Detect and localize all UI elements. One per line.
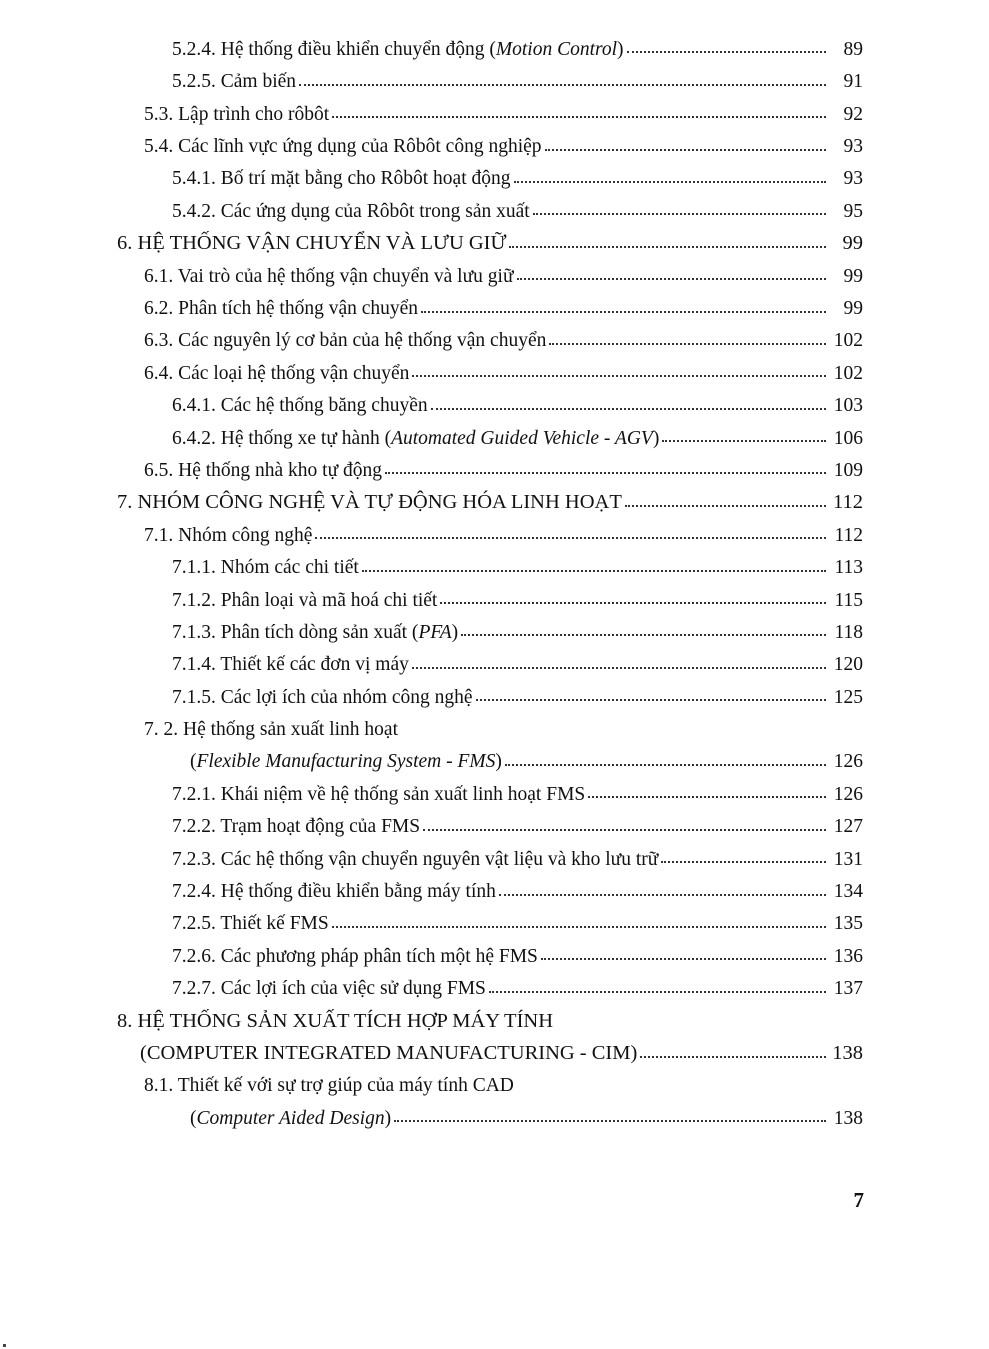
toc-entry-page: 95 bbox=[843, 200, 863, 222]
toc-entry-page: 125 bbox=[833, 686, 863, 708]
toc-entry bbox=[0, 354, 989, 386]
toc-entry-page: 99 bbox=[842, 232, 863, 255]
toc-entry bbox=[0, 1099, 989, 1131]
toc-entry-page: 102 bbox=[833, 362, 863, 384]
toc-entry bbox=[0, 969, 989, 1001]
toc-entry-page: 103 bbox=[833, 395, 863, 417]
toc-entry-title bbox=[144, 461, 382, 481]
toc-entry-title bbox=[172, 40, 624, 60]
toc-entry-title-segment: 5.4. Các lĩnh vực ứng dụng của Rôbôt công nghiệp bbox=[144, 136, 542, 158]
toc-entry-title-segment: ) bbox=[617, 38, 624, 60]
dot-leader bbox=[332, 926, 826, 928]
toc-entry-title bbox=[190, 752, 502, 772]
toc-entry bbox=[0, 386, 989, 418]
toc-entry-title-segment: 6. HỆ THỐNG VẬN CHUYỂN VÀ LƯU GIỮ bbox=[117, 232, 507, 255]
toc-entry-title-segment: 6.2. Phân tích hệ thống vận chuyển bbox=[144, 298, 419, 320]
toc-entry-page: 112 bbox=[833, 491, 863, 514]
toc-entry-title-segment: ) bbox=[451, 621, 459, 643]
dot-leader bbox=[541, 958, 826, 960]
toc-entry-page: 134 bbox=[833, 881, 863, 903]
toc-entry-title bbox=[172, 979, 486, 999]
toc-entry-title bbox=[117, 233, 506, 254]
dot-leader bbox=[588, 796, 826, 798]
toc-entry bbox=[0, 322, 989, 354]
toc-entry-title bbox=[172, 688, 473, 708]
toc-entry bbox=[0, 645, 989, 677]
toc-entry bbox=[0, 30, 989, 62]
toc-entry-title bbox=[144, 267, 514, 287]
toc-entry-page: 93 bbox=[843, 136, 863, 158]
toc-entry bbox=[0, 451, 989, 483]
toc-entry bbox=[0, 224, 989, 256]
toc-entry-title bbox=[144, 720, 398, 740]
toc-entry bbox=[0, 516, 989, 548]
toc-entry-title bbox=[172, 947, 538, 967]
toc-entry-page: 126 bbox=[833, 751, 863, 773]
toc-entry bbox=[0, 127, 989, 159]
toc-entry-title-segment: 5.2.4. Hệ thống điều khiển chuyển động ( bbox=[172, 38, 496, 60]
toc-entry bbox=[0, 1067, 989, 1099]
toc-entry-page: 93 bbox=[843, 168, 863, 190]
dot-leader bbox=[662, 440, 826, 442]
toc-entry-title-segment: 6.4. Các loại hệ thống vận chuyển bbox=[144, 362, 410, 384]
toc-entry-title bbox=[172, 882, 496, 902]
toc-entry-title-segment: 5.4.1. Bố trí mặt bằng cho Rôbôt hoạt động bbox=[172, 168, 511, 190]
toc-entry-title-segment: 5.4.2. Các ứng dụng của Rôbôt trong sản xuất bbox=[172, 200, 530, 222]
toc-entry-title bbox=[172, 202, 530, 222]
toc-entry bbox=[0, 775, 989, 807]
toc-entry-page: 131 bbox=[833, 848, 863, 870]
toc-entry-title bbox=[172, 591, 437, 611]
toc-entry-page: 138 bbox=[832, 1042, 863, 1064]
toc-entry-title bbox=[144, 331, 546, 351]
page-number: 7 bbox=[853, 1188, 864, 1212]
toc-entry-title bbox=[144, 526, 312, 546]
dot-leader bbox=[545, 149, 826, 151]
dot-leader bbox=[461, 634, 826, 636]
dot-leader bbox=[412, 667, 826, 669]
dot-leader bbox=[499, 894, 826, 896]
toc-entry-title-segment: 7.2.6. Các phương pháp phân tích một hệ FMS bbox=[172, 945, 538, 967]
toc-entry-title bbox=[172, 396, 428, 416]
dot-leader bbox=[505, 764, 826, 766]
toc-entry-title-segment: 8.1. Thiết kế với sự trợ giúp của máy tính CAD bbox=[144, 1075, 514, 1097]
dot-leader bbox=[517, 278, 826, 280]
toc-entry-title-segment: 6.4.2. Hệ thống xe tự hành ( bbox=[172, 427, 392, 449]
toc-entry-title-segment: 7.1.1. Nhóm các chi tiết bbox=[172, 557, 359, 579]
scan-speck bbox=[3, 1344, 6, 1347]
toc-entry-title bbox=[172, 558, 359, 578]
toc-entry-title-italic: Computer Aided Design bbox=[196, 1107, 385, 1129]
toc-entry-title bbox=[172, 817, 420, 837]
dot-leader bbox=[299, 84, 826, 86]
toc-entry-page: 127 bbox=[833, 816, 863, 838]
toc-entry-title-segment: 7.2.2. Trạm hoạt động của FMS bbox=[172, 816, 421, 838]
toc-entry-title-italic: Motion Control bbox=[495, 38, 618, 60]
toc-entry-title-segment: 5.3. Lập trình cho rôbôt bbox=[144, 103, 330, 125]
toc-entry bbox=[0, 872, 989, 904]
toc-entry bbox=[0, 710, 989, 742]
toc-entry bbox=[0, 548, 989, 580]
toc-entry bbox=[0, 807, 989, 839]
dot-leader bbox=[627, 51, 826, 53]
toc-entry bbox=[0, 743, 989, 775]
toc-entry-title-segment: 6.1. Vai trò của hệ thống vận chuyển và lưu giữ bbox=[144, 265, 514, 287]
toc-entry-title-segment: ) bbox=[384, 1107, 392, 1129]
dot-leader bbox=[489, 991, 826, 993]
dot-leader bbox=[394, 1120, 826, 1122]
toc-entry-title-segment: 6.3. Các nguyên lý cơ bản của hệ thống vận chuyển bbox=[144, 330, 547, 352]
toc-entry bbox=[0, 1034, 989, 1066]
toc-entry-title bbox=[172, 655, 409, 675]
dot-leader bbox=[362, 570, 826, 572]
toc-entry-title bbox=[172, 72, 296, 92]
toc-entry-title bbox=[172, 914, 329, 934]
dot-leader bbox=[412, 375, 826, 377]
toc-entry-title bbox=[140, 1043, 637, 1064]
toc-entry-title-segment: 5.2.5. Cảm biến bbox=[172, 71, 297, 93]
toc-entry-page: 106 bbox=[833, 427, 863, 449]
dot-leader bbox=[421, 311, 826, 313]
toc-entry bbox=[0, 678, 989, 710]
toc-entry-page: 112 bbox=[834, 524, 863, 546]
toc-entry bbox=[0, 1002, 989, 1034]
toc-entry-page: 115 bbox=[834, 589, 863, 611]
toc-entry-title-segment: ( bbox=[190, 751, 197, 773]
toc-entry-title-segment: 7.1.5. Các lợi ích của nhóm công nghệ bbox=[172, 686, 473, 708]
toc-entry-page: 92 bbox=[843, 103, 863, 125]
toc-entry-page: 99 bbox=[843, 265, 863, 287]
toc-entry bbox=[0, 905, 989, 937]
dot-leader bbox=[514, 181, 826, 183]
dot-leader bbox=[385, 472, 826, 474]
toc-entry-page: 138 bbox=[833, 1107, 863, 1129]
toc-entry-title bbox=[144, 364, 409, 384]
toc-entry bbox=[0, 937, 989, 969]
toc-entry-title bbox=[172, 429, 659, 449]
toc-entry bbox=[0, 62, 989, 94]
dot-leader bbox=[431, 408, 826, 410]
toc-entry-title bbox=[117, 1011, 553, 1032]
toc-entry-title bbox=[190, 1109, 391, 1129]
dot-leader bbox=[423, 829, 826, 831]
toc-entry-title-segment: 7.1.2. Phân loại và mã hoá chi tiết bbox=[172, 589, 438, 611]
toc-entry-title-segment: ) bbox=[652, 427, 660, 449]
toc-entry bbox=[0, 840, 989, 872]
toc-entry-page: 89 bbox=[843, 38, 863, 60]
toc-entry-page: 137 bbox=[833, 978, 863, 1000]
toc-entry-title-segment: ) bbox=[495, 751, 502, 773]
toc-entry bbox=[0, 419, 989, 451]
toc-entry bbox=[0, 289, 989, 321]
toc-entry-title-segment: 6.5. Hệ thống nhà kho tự động bbox=[144, 459, 383, 481]
toc-entry-page: 126 bbox=[833, 783, 863, 805]
toc-entry-title-segment: 7.1.4. Thiết kế các đơn vị máy bbox=[172, 654, 409, 676]
toc-entry bbox=[0, 257, 989, 289]
toc-entry-title-segment: (COMPUTER INTEGRATED MANUFACTURING - CIM) bbox=[140, 1042, 638, 1064]
toc-entry-title-segment: 7.2.5. Thiết kế FMS bbox=[172, 913, 329, 935]
dot-leader bbox=[640, 1056, 826, 1058]
dot-leader bbox=[549, 343, 826, 345]
toc-entry-title bbox=[172, 623, 458, 643]
toc-entry bbox=[0, 192, 989, 224]
toc-entry-title bbox=[144, 299, 418, 319]
toc-entry-title-italic: PFA bbox=[418, 621, 452, 643]
toc-entry-title bbox=[172, 850, 658, 870]
toc-entry-title bbox=[172, 169, 511, 189]
toc-entry-title-segment: 7.1. Nhóm công nghệ bbox=[144, 524, 313, 546]
toc-entry-page: 113 bbox=[834, 557, 863, 579]
toc-entry-title-segment: 7. 2. Hệ thống sản xuất linh hoạt bbox=[144, 719, 399, 741]
dot-leader bbox=[315, 537, 826, 539]
toc-entry-page: 120 bbox=[833, 654, 863, 676]
dot-leader bbox=[440, 602, 826, 604]
toc-entry bbox=[0, 613, 989, 645]
toc-entry-title-segment: 7. NHÓM CÔNG NGHỆ VÀ TỰ ĐỘNG HÓA LINH HOẠT bbox=[117, 491, 622, 514]
dot-leader bbox=[661, 861, 826, 863]
toc-entry-title-italic: Flexible Manufacturing System - FMS bbox=[196, 751, 496, 773]
toc-entry-title-segment: 6.4.1. Các hệ thống băng chuyền bbox=[172, 395, 428, 417]
toc-entry-page: 135 bbox=[833, 913, 863, 935]
toc-entry-title bbox=[144, 137, 542, 157]
toc-entry-page: 91 bbox=[843, 71, 863, 93]
dot-leader bbox=[533, 213, 826, 215]
toc-entry-title-italic: Automated Guided Vehicle - AGV bbox=[391, 427, 653, 449]
toc-entry-page: 102 bbox=[833, 330, 863, 352]
toc-entry bbox=[0, 581, 989, 613]
toc-entry-page: 136 bbox=[833, 945, 863, 967]
toc-entry-page: 99 bbox=[843, 298, 863, 320]
toc-entry-title-segment: 8. HỆ THỐNG SẢN XUẤT TÍCH HỢP MÁY TÍNH bbox=[117, 1009, 554, 1032]
toc-entry bbox=[0, 95, 989, 127]
toc-entry-title-segment: 7.1.3. Phân tích dòng sản xuất ( bbox=[172, 621, 419, 643]
toc-entry bbox=[0, 160, 989, 192]
toc-entry-title-segment: 7.2.1. Khái niệm về hệ thống sản xuất linh hoạt FMS bbox=[172, 783, 586, 805]
toc-entry-title-segment: 7.2.7. Các lợi ích của việc sử dụng FMS bbox=[172, 978, 486, 1000]
dot-leader bbox=[332, 116, 826, 118]
toc-entry-title bbox=[172, 785, 585, 805]
table-of-contents bbox=[0, 30, 989, 1131]
dot-leader bbox=[476, 699, 826, 701]
toc-entry bbox=[0, 483, 989, 515]
toc-entry-page: 109 bbox=[833, 459, 863, 481]
toc-entry-title bbox=[144, 1076, 514, 1096]
toc-entry-title bbox=[117, 492, 622, 513]
toc-entry-title-segment: ( bbox=[190, 1107, 197, 1129]
toc-entry-page: 118 bbox=[834, 621, 863, 643]
dot-leader bbox=[625, 505, 826, 507]
toc-entry-title-segment: 7.2.3. Các hệ thống vận chuyển nguyên vật liệu và kho lưu trữ bbox=[172, 848, 659, 870]
dot-leader bbox=[509, 246, 826, 248]
toc-entry-title-segment: 7.2.4. Hệ thống điều khiển bằng máy tính bbox=[172, 881, 496, 903]
toc-entry-title bbox=[144, 105, 329, 125]
